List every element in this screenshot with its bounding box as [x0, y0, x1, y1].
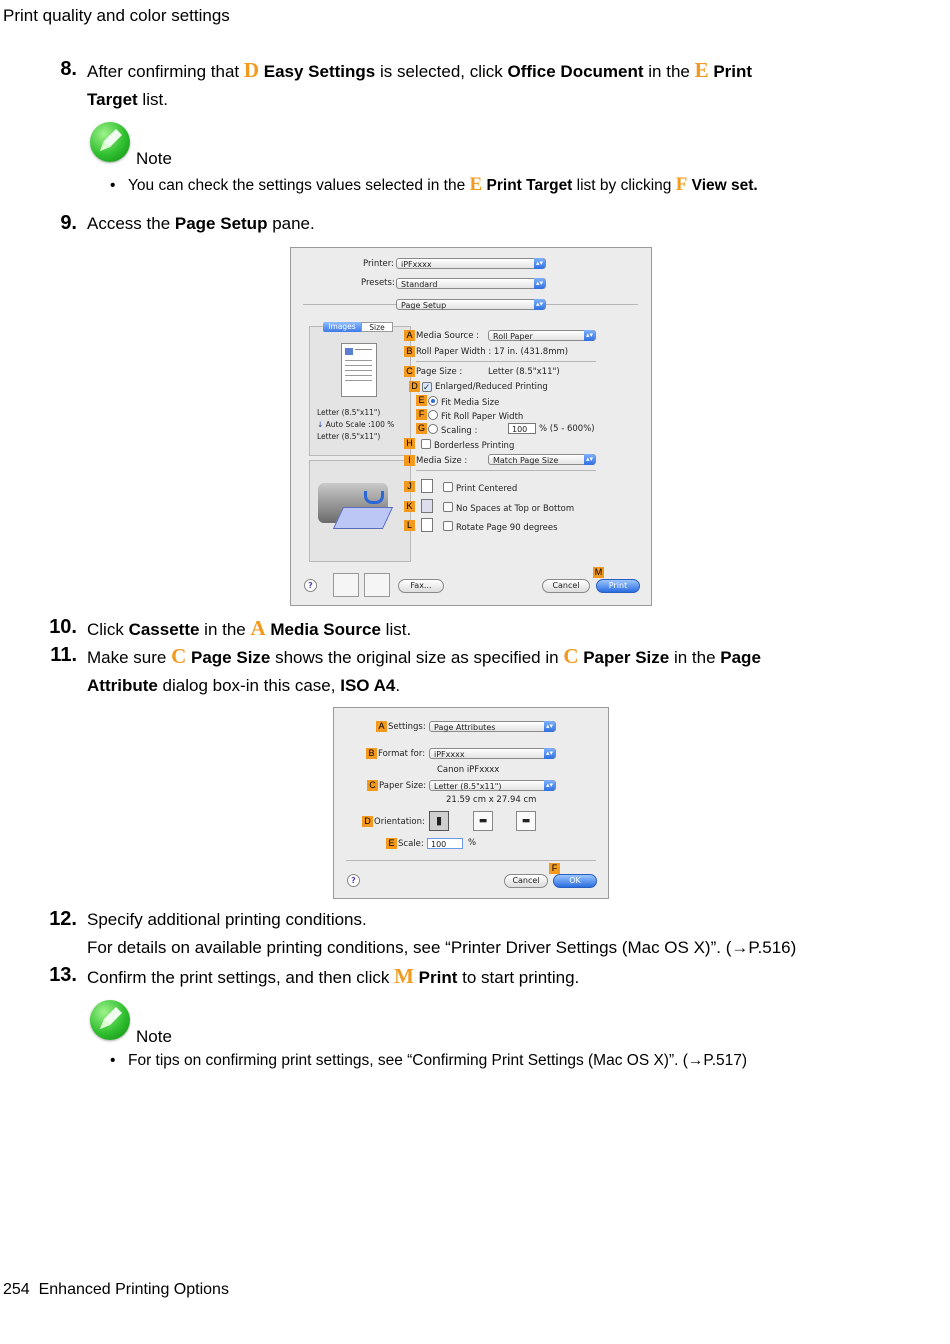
step-8-text: After confirming that D Easy Settings is selected, click Office Document in the E Print Target list. — [87, 58, 753, 109]
callout-badge-g: G — [417, 423, 425, 433]
step-10-number: 10. — [49, 616, 77, 638]
note-label: Note — [136, 1027, 172, 1046]
enlarged-checkbox[interactable]: ✓ Enlarged/Reduced Printing — [423, 382, 548, 393]
callout-badge-a: A — [404, 330, 415, 341]
page-footer: 254 Enhanced Printing Options — [3, 1281, 229, 1298]
pdf-preview-icon[interactable] — [364, 573, 390, 597]
paper-size-popup[interactable]: Letter (8.5"x11") ▴▾ — [429, 780, 556, 791]
tab-size[interactable]: Size — [361, 322, 393, 332]
callout-badge-d: D — [409, 381, 420, 392]
orientation-portrait-icon[interactable]: ▮ — [429, 811, 449, 831]
presets-popup[interactable]: Standard ▴▾ — [396, 278, 546, 289]
page-setup-dialog-screenshot: Printer: iPFxxxx ▴▾ Presets: Standard ▴▾ Page Setup ▴▾ Images Size Letter (8.5"x11") ↓ Auto Scale :100 % Letter (8.5"x11") A Media Source : Roll Paper ▴▾ B Roll Paper Width : 17 in. (431.8mm) C Page Size : Letter (8.5"x11") D ✓ Enlarged/Reduced Printing E Fit Media Size F Fit Roll Paper Width G Scaling : 100 % (5 - 600%) H Borderless Printing I Media Size : Match Page Size ▴▾ J Print Centered K No Spaces at Top or Bottom L Rotate Page 90 degrees ? Fax... Cancel M Print — [290, 247, 652, 606]
format-for-popup[interactable]: iPFxxxx ▴▾ — [429, 748, 556, 759]
orientation-reverse-landscape-icon[interactable]: ▬ — [516, 811, 536, 831]
borderless-checkbox[interactable]: Borderless Printing — [421, 439, 514, 451]
callout-badge-a: A — [376, 721, 387, 732]
scale-input[interactable]: 100 — [427, 838, 463, 849]
page-attributes-dialog-screenshot: A Settings: Page Attributes ▴▾ B Format for: iPFxxxx ▴▾ Canon iPFxxxx C Paper Size: Letter (8.5"x11") ▴▾ 21.59 cm x 27.94 cm D Orientation: ▮ ▬ ▬ E Scale: 100 % ? Cancel F OK — [333, 707, 609, 899]
callout-badge-h: H — [404, 438, 415, 449]
callout-badge-d: D — [362, 816, 373, 827]
callout-badge-b: B — [404, 346, 415, 357]
note-1-bullet: • You can check the settings values selected in the E Print Target list by clicking F View set. — [110, 174, 758, 195]
callout-badge-f: F — [416, 409, 427, 420]
step-9-number: 9. — [60, 212, 77, 234]
page-header: Print quality and color settings — [3, 6, 230, 25]
step-11-text: Make sure C Page Size shows the original size as specified in C Paper Size in the Page Attribute dialog box-in this case, ISO A4. — [87, 644, 761, 695]
media-size-popup[interactable]: Match Page Size ▴▾ — [488, 454, 596, 465]
callout-badge-j: J — [404, 481, 415, 492]
callout-e: E — [694, 58, 709, 82]
fit-media-radio[interactable]: Fit Media Size — [428, 396, 499, 408]
callout-badge-c: C — [367, 780, 378, 791]
step-12-number: 12. — [49, 908, 77, 930]
callout-d: D — [243, 58, 260, 82]
fax-button[interactable]: Fax... — [398, 579, 444, 593]
note-pencil-icon — [90, 122, 130, 162]
step-11-number: 11. — [50, 644, 77, 666]
page-layout-icon — [421, 479, 433, 493]
scaling-radio[interactable]: Scaling : — [428, 424, 477, 436]
step-13-number: 13. — [49, 964, 77, 986]
callout-badge-f: F — [549, 863, 560, 874]
callout-badge-i: I — [404, 455, 415, 466]
page-thumbnail — [341, 343, 377, 397]
note-label: Note — [136, 149, 172, 168]
note-pencil-icon — [90, 1000, 130, 1040]
no-spaces-checkbox[interactable]: No Spaces at Top or Bottom — [443, 502, 574, 514]
callout-badge-k: K — [404, 501, 415, 512]
printer-illustration-panel — [309, 460, 411, 562]
media-source-popup[interactable]: Roll Paper ▴▾ — [488, 330, 596, 341]
step-13-text: Confirm the print settings, and then click M Print to start printing. — [87, 964, 580, 988]
cancel-button[interactable]: Cancel — [542, 579, 590, 593]
callout-badge-c: C — [404, 366, 415, 377]
help-icon[interactable]: ? — [304, 579, 317, 592]
cancel-button[interactable]: Cancel — [504, 874, 548, 888]
rotate-icon — [421, 518, 433, 532]
help-icon[interactable]: ? — [347, 874, 360, 887]
printer-utility-icon[interactable] — [333, 573, 359, 597]
step-9-text: Access the Page Setup pane. — [87, 214, 315, 233]
tab-images[interactable]: Images — [323, 322, 361, 332]
print-button[interactable]: Print — [596, 579, 640, 593]
print-centered-checkbox[interactable]: Print Centered — [443, 482, 517, 494]
settings-popup[interactable]: Page Attributes ▴▾ — [429, 721, 556, 732]
step-12-text: Specify additional printing conditions. For details on available printing conditions, see “Printer Driver Settings (Mac OS X)”. (→P.516) — [87, 910, 797, 957]
orientation-landscape-icon[interactable]: ▬ — [473, 811, 493, 831]
callout-badge-m: M — [594, 567, 603, 577]
callout-badge-l: L — [404, 520, 415, 531]
fit-roll-radio[interactable]: Fit Roll Paper Width — [428, 410, 523, 422]
step-8-number: 8. — [60, 58, 77, 80]
step-10-text: Click Cassette in the A Media Source list. — [87, 616, 412, 640]
note-2-bullet: • For tips on confirming print settings, see “Confirming Print Settings (Mac OS X)”. (→P.517) — [110, 1052, 748, 1069]
pane-popup[interactable]: Page Setup ▴▾ — [396, 299, 546, 310]
callout-badge-b: B — [366, 748, 377, 759]
printer-popup[interactable]: iPFxxxx ▴▾ — [396, 258, 546, 269]
no-spaces-icon — [421, 499, 433, 513]
callout-badge-e: E — [416, 395, 427, 406]
rotate-checkbox[interactable]: Rotate Page 90 degrees — [443, 521, 558, 533]
ok-button[interactable]: OK — [553, 874, 597, 888]
callout-badge-e: E — [386, 838, 397, 849]
scaling-input[interactable]: 100 — [508, 423, 536, 434]
